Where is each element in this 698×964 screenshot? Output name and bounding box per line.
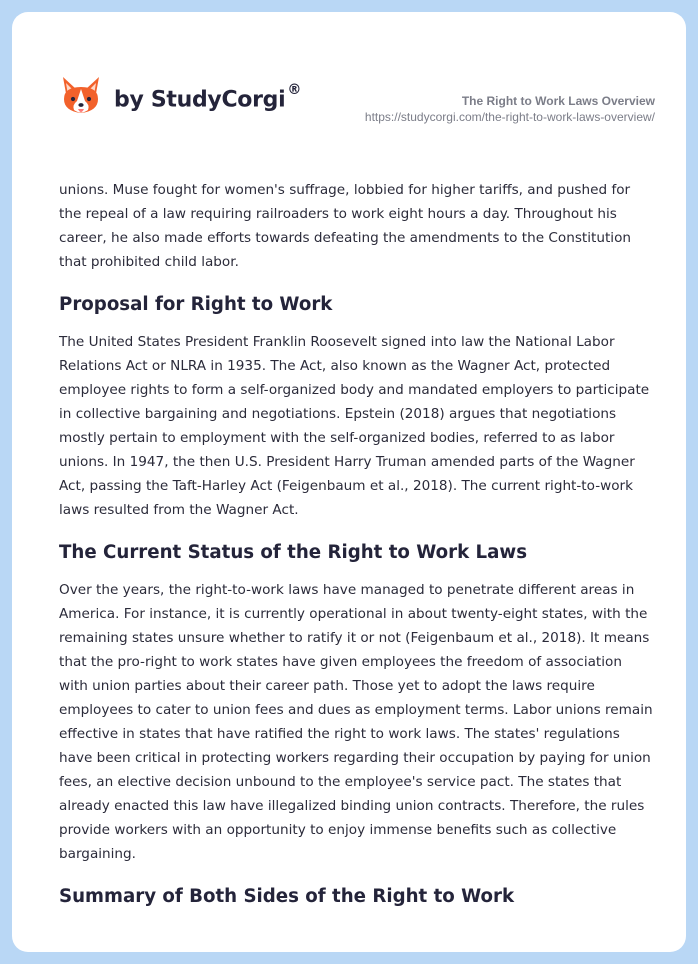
document-body [59, 178, 655, 910]
brand-name: by StudyCorgi ® [114, 81, 302, 113]
document-meta [365, 93, 655, 125]
document-title: The Right to Work Laws Overview [461, 94, 655, 108]
section-heading-summary: Summary of Both Sides of the Right to Work [59, 886, 515, 907]
page-header [12, 12, 686, 162]
studycorgi-logo[interactable] [60, 75, 301, 119]
section-paragraph-current-status: Over the years, the right-to-work laws have managed to penetrate different areas in America. For instance, it is currently operational in about twenty-eight states, with the remaining states unsure whether to ratify it or not (Feigenbaum et al., 2018). It means that the pro-right to work states have given employees the freedom of association with union parties about their career path. Those yet to adopt the laws require employees to cater to union fees and dues as employment terms. Labor unions remain effective in states that have ratified the right to work laws. The states' regulations have been critical in protecting workers regarding their occupation by paying for union fees, an elective decision unbound to the employee's service pact. The states that already enacted this law have illegalized binding union contracts. Therefore, the rules provide workers with an opportunity to enjoy immense benefits such as collective bargaining. [59, 582, 653, 862]
corgi-logo-icon [60, 75, 102, 119]
intro-paragraph: unions. Muse fought for women's suffrage, lobbied for higher tariffs, and pushed for the repeal of a law requiring railroaders to work eight hours a day. Throughout his career, he also made efforts towards defeating the amendments to the Constitution that prohibited child labor. [59, 182, 632, 270]
section-heading-current-status: The Current Status of the Right to Work Laws [59, 542, 528, 563]
document-page [12, 12, 686, 952]
section-heading-proposal: Proposal for Right to Work [59, 294, 333, 315]
section-paragraph-proposal: The United States President Franklin Roosevelt signed into law the National Labor Relations Act or NLRA in 1935. The Act, also known as the Wagner Act, protected employee rights to form a self-organized body and mandated employers to participate in collective bargaining and negotiations. Epstein (2018) argues that negotiations mostly pertain to employment with the self-organized bodies, referred to as labor unions. In 1947, the then U.S. President Harry Truman amended parts of the Wagner Act, passing the Taft-Harley Act (Feigenbaum et al., 2018). The current right-to-work laws resulted from the Wagner Act. [59, 334, 650, 518]
document-url[interactable]: https://studycorgi.com/the-right-to-work-laws-overview/ [364, 110, 655, 124]
